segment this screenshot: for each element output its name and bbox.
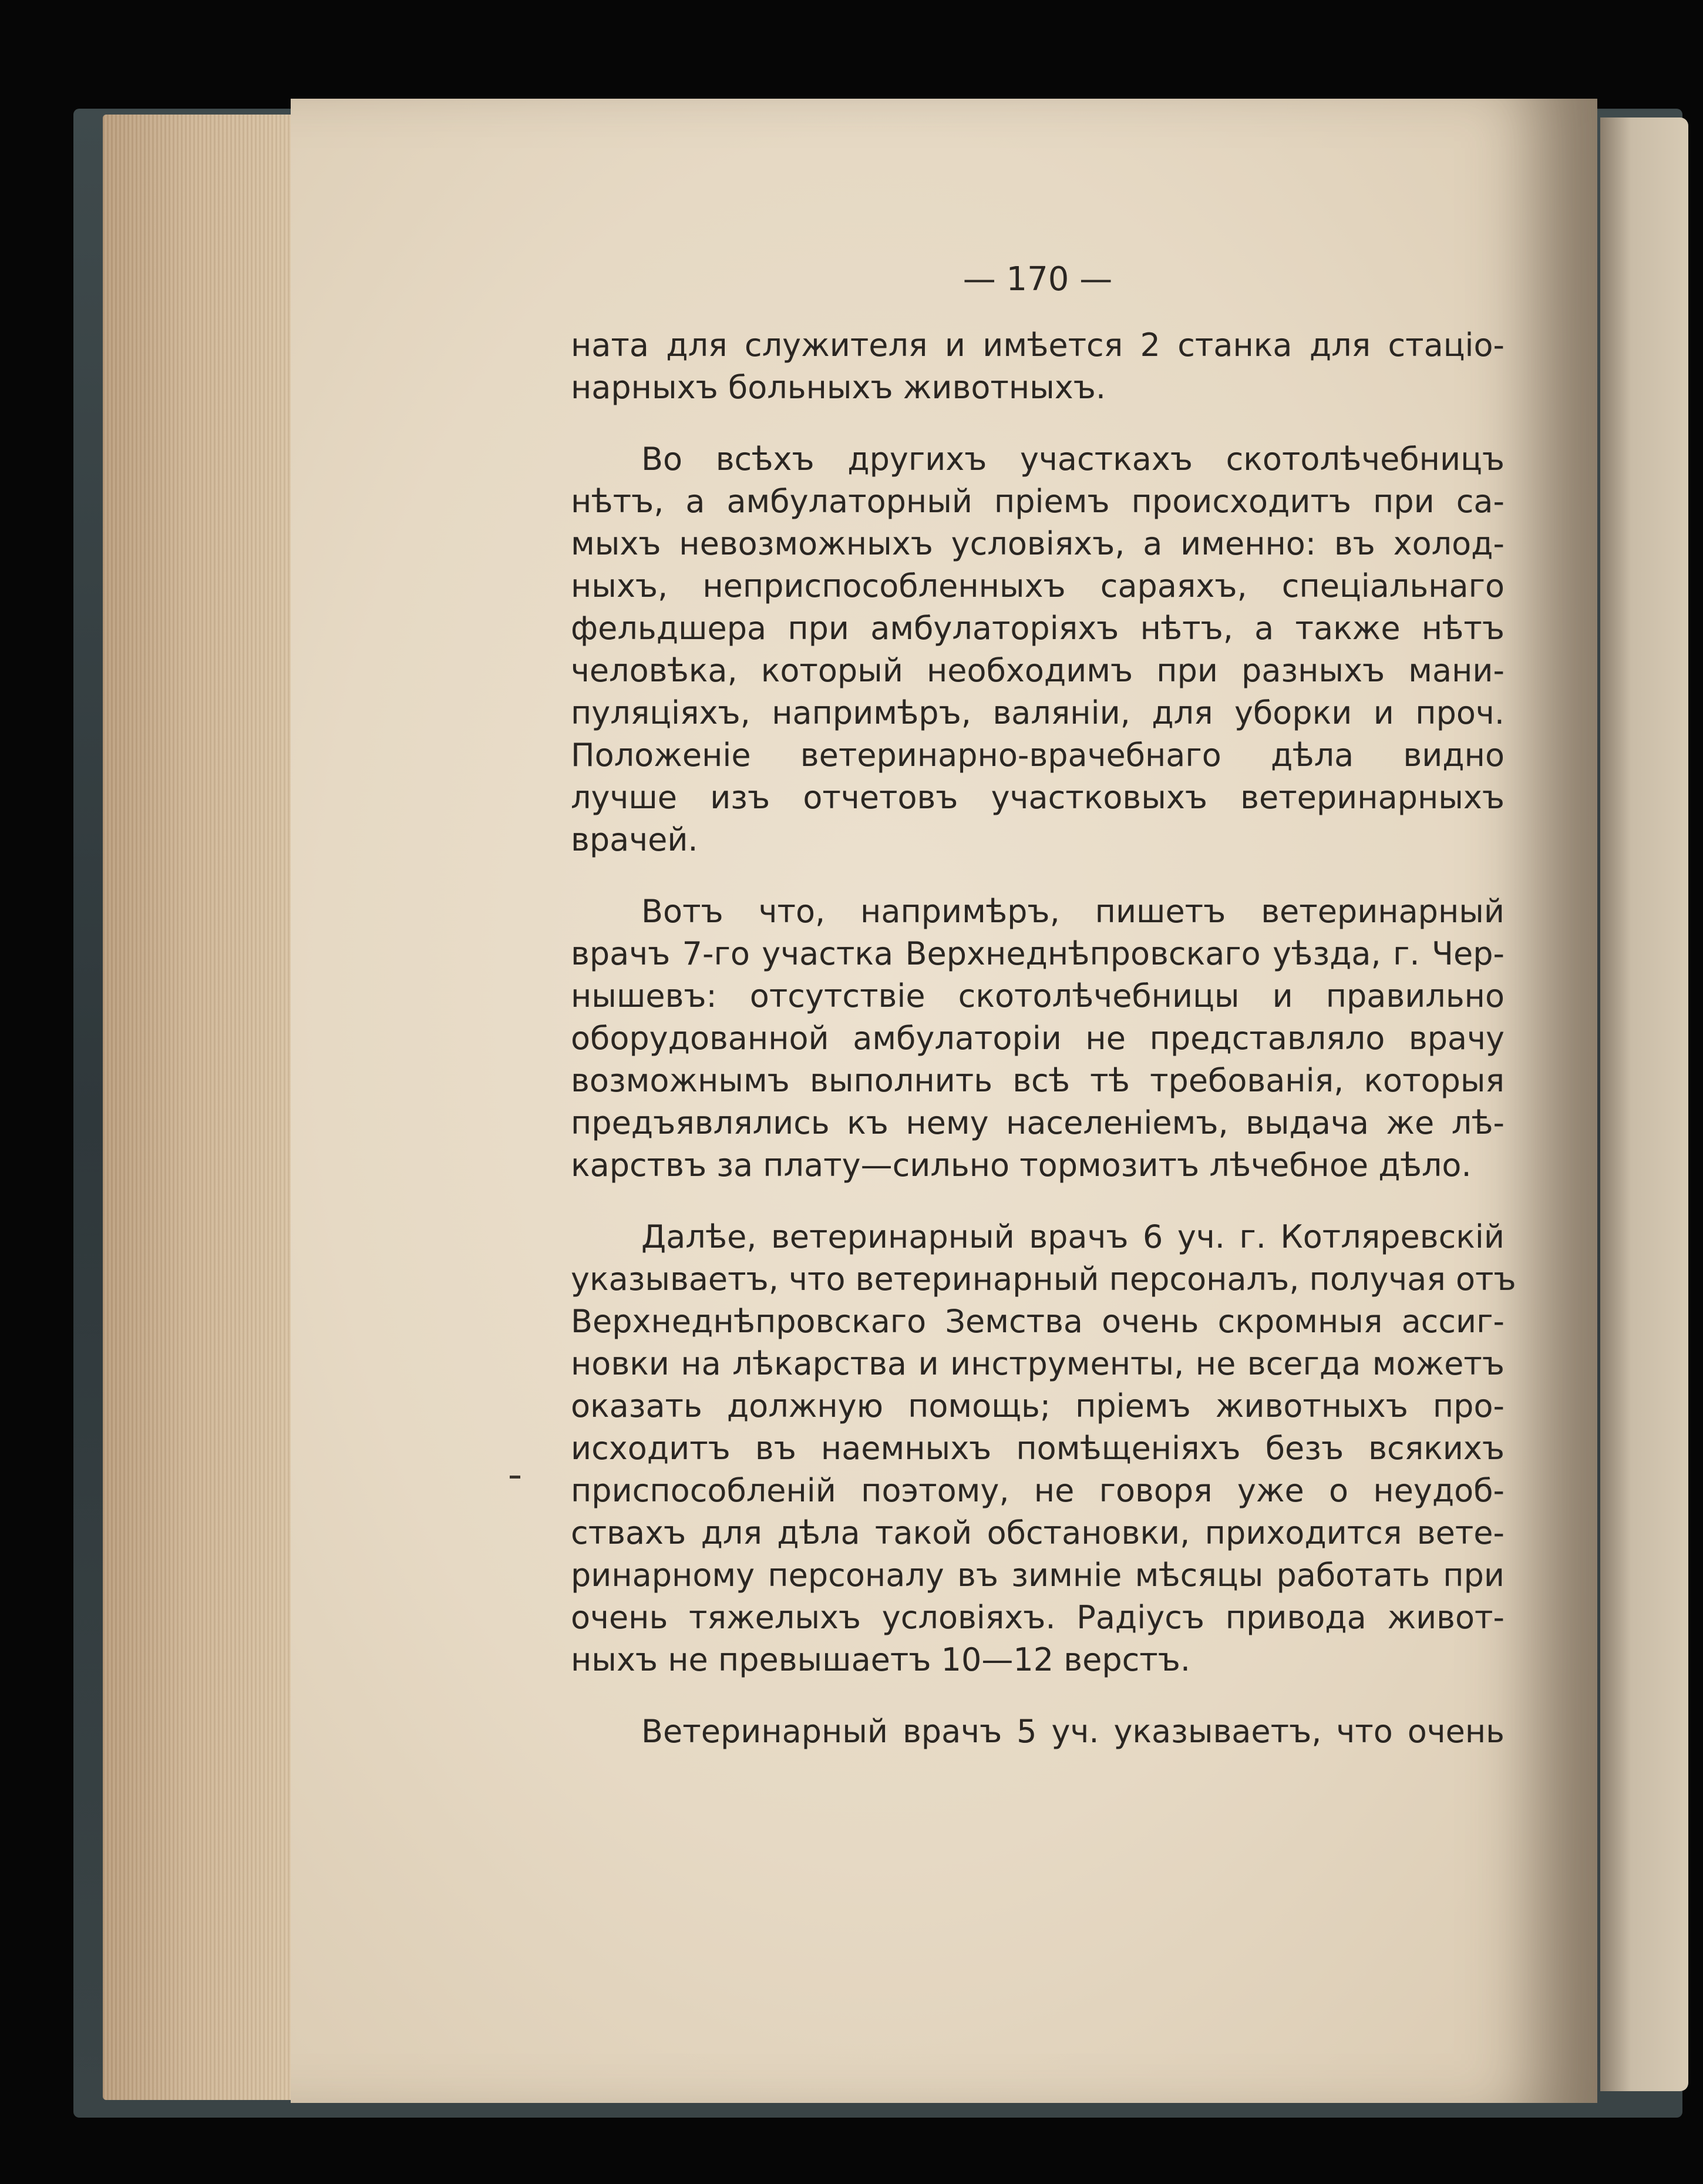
text-line: человѣка, который необходимъ при разныхъ мани- bbox=[571, 652, 1505, 689]
text-line: оборудованной амбулаторіи не представляло врачу bbox=[571, 1020, 1505, 1057]
paragraph-2 bbox=[571, 438, 1505, 861]
text-line: предъявлялись къ нему населеніемъ, выдача же лѣ- bbox=[571, 1104, 1505, 1141]
text-line: ринарному персоналу въ зимніе мѣсяцы работать при bbox=[571, 1557, 1505, 1594]
text-line: ныхъ, неприспособленныхъ сараяхъ, спеціальнаго bbox=[571, 567, 1505, 604]
paragraph-3 bbox=[571, 891, 1505, 1187]
text-line: пуляціяхъ, напримѣръ, валяніи, для уборки и проч. bbox=[571, 694, 1505, 731]
paragraph-1 bbox=[571, 324, 1505, 409]
text-line: нышевъ: отсутствіе скотолѣчебницы и правильно bbox=[571, 977, 1505, 1014]
paragraph-5 bbox=[571, 1711, 1505, 1753]
text-line: указываетъ, что ветеринарный персоналъ, получая отъ bbox=[571, 1261, 1516, 1298]
margin-mark bbox=[510, 1476, 520, 1479]
text-line: Верхнеднѣпровскаго Земства очень скромныя ассиг- bbox=[571, 1303, 1505, 1340]
text-line: очень тяжелыхъ условіяхъ. Радіусъ привода живот- bbox=[571, 1599, 1505, 1636]
paragraph-4 bbox=[571, 1216, 1516, 1681]
page-number: — 170 — bbox=[962, 260, 1113, 298]
text-line: нарныхъ больныхъ животныхъ. bbox=[571, 369, 1106, 406]
text-line: Далѣе, ветеринарный врачъ 6 уч. г. Котляревскій bbox=[641, 1218, 1505, 1255]
text-line: оказать должную помощь; пріемъ животныхъ про- bbox=[571, 1387, 1505, 1424]
text-line: ната для служителя и имѣется 2 станка для стаціо- bbox=[571, 327, 1505, 364]
text-line: Положеніе ветеринарно-врачебнаго дѣла видно bbox=[571, 737, 1505, 774]
text-line: Во всѣхъ другихъ участкахъ скотолѣчебницъ bbox=[641, 441, 1505, 478]
facing-page-edge bbox=[1600, 117, 1688, 2091]
text-line: ствахъ для дѣла такой обстановки, приходится вете- bbox=[571, 1514, 1505, 1551]
page-text bbox=[571, 258, 1516, 1782]
text-line: карствъ за плату—сильно тормозитъ лѣчебное дѣло. bbox=[571, 1147, 1472, 1184]
page-edges bbox=[103, 115, 297, 2100]
text-line: Вотъ что, напримѣръ, пишетъ ветеринарный bbox=[641, 893, 1505, 930]
text-line: фельдшера при амбулаторіяхъ нѣтъ, а также нѣтъ bbox=[571, 610, 1505, 647]
text-line: Ветеринарный врачъ 5 уч. указываетъ, что очень bbox=[641, 1713, 1505, 1750]
text-line: возможнымъ выполнить всѣ тѣ требованія, которыя bbox=[571, 1062, 1505, 1099]
text-line: новки на лѣкарства и инструменты, не всегда можетъ bbox=[571, 1345, 1505, 1382]
text-line: лучше изъ отчетовъ участковыхъ ветеринарныхъ bbox=[571, 779, 1505, 816]
text-line: ныхъ не превышаетъ 10—12 верстъ. bbox=[571, 1641, 1191, 1678]
text-line: врачъ 7-го участка Верхнеднѣпровскаго уѣзда, г. Чер- bbox=[571, 935, 1505, 972]
text-line: приспособленій поэтому, не говоря уже о неудоб- bbox=[571, 1472, 1505, 1509]
text-line: врачей. bbox=[571, 821, 698, 858]
text-line: мыхъ невозможныхъ условіяхъ, а именно: въ холод- bbox=[571, 525, 1505, 562]
text-line: нѣтъ, а амбулаторный пріемъ происходитъ при са- bbox=[571, 483, 1505, 520]
text-line: исходитъ въ наемныхъ помѣщеніяхъ безъ всякихъ bbox=[571, 1430, 1505, 1467]
